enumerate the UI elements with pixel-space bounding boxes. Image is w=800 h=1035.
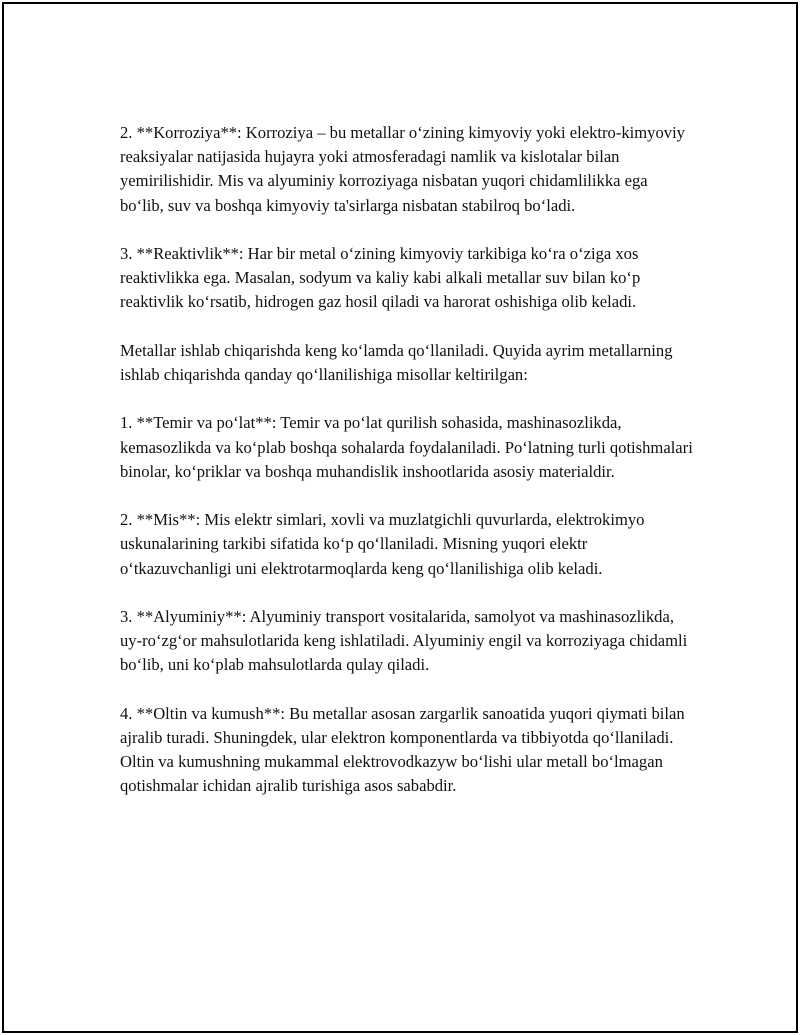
- paragraph-intro-applications: Metallar ishlab chiqarishda keng ko‘lamda qo‘llaniladi. Quyida ayrim metallarning ishlab chiqarishda qanday qo‘llanilishiga misollar keltirilgan:: [120, 340, 673, 384]
- paragraph-mis: 2. **Mis**: Mis elektr simlari, xovli va muzlatgichli quvurlarda, elektrokimyo uskunalarining tarkibi sifatida ko‘p qo‘llaniladi. Misning yuqori elektr o‘tkazuvchanligi uni elektrotarmoqlarda keng qo‘llanilishiga olib keladi.: [120, 510, 645, 578]
- paragraph-korroziya: 2. **Korroziya**: Korroziya – bu metallar o‘zining kimyoviy yoki elektro-kimyoviy reaksiyalar natijasida hujayra yoki atmosferadagi namlik va kislotalar bilan yemirilishidir. Mis va alyuminiy korroziyaga nisbatan yuqori chidamlilikka ega bo‘lib, suv va boshqa kimyoviy ta'sirlarga nisbatan stabilroq bo‘ladi.: [120, 123, 685, 215]
- document-body: [120, 121, 695, 823]
- paragraph-alyuminiy: 3. **Alyuminiy**: Alyuminiy transport vositalarida, samolyot va mashinasozlikda, uy-ro‘zg‘or mahsulotlarida keng ishlatiladi. Alyuminiy engil va korroziyaga chidamli bo‘lib, uni ko‘plab mahsulotlarda qulay qiladi.: [120, 606, 688, 675]
- paragraph-oltin-kumush: 4. **Oltin va kumush**: Bu metallar asosan zargarlik sanoatida yuqori qiymati bilan ajralib turadi. Shuningdek, ular elektron komponentlarda va tibbiyotda qo‘llaniladi. Oltin va kumushning mukammal elektrovodkazyw bo‘lishi ular metall bo‘lmagan qotishmalar ichidan ajralib turishiga asos sababdir.: [120, 703, 685, 796]
- paragraph-reaktivlik: 3. **Reaktivlik**: Har bir metal o‘zining kimyoviy tarkibiga ko‘ra o‘ziga xos reaktivlikka ega. Masalan, sodyum va kaliy kabi alkali metallar suv bilan ko‘p reaktivlik ko‘rsatib, hidrogen gaz hosil qiladi va harorat oshishiga olib keladi.: [120, 244, 641, 312]
- paragraph-temir-polat: 1. **Temir va po‘lat**: Temir va po‘lat qurilish sohasida, mashinasozlikda, kemasozlikda va ko‘plab boshqa sohalarda foydalaniladi. Po‘latning turli qotishmalari binolar, ko‘priklar va boshqa muhandislik inshootlarida asosiy materialdir.: [120, 413, 693, 481]
- page-frame: [2, 2, 798, 1033]
